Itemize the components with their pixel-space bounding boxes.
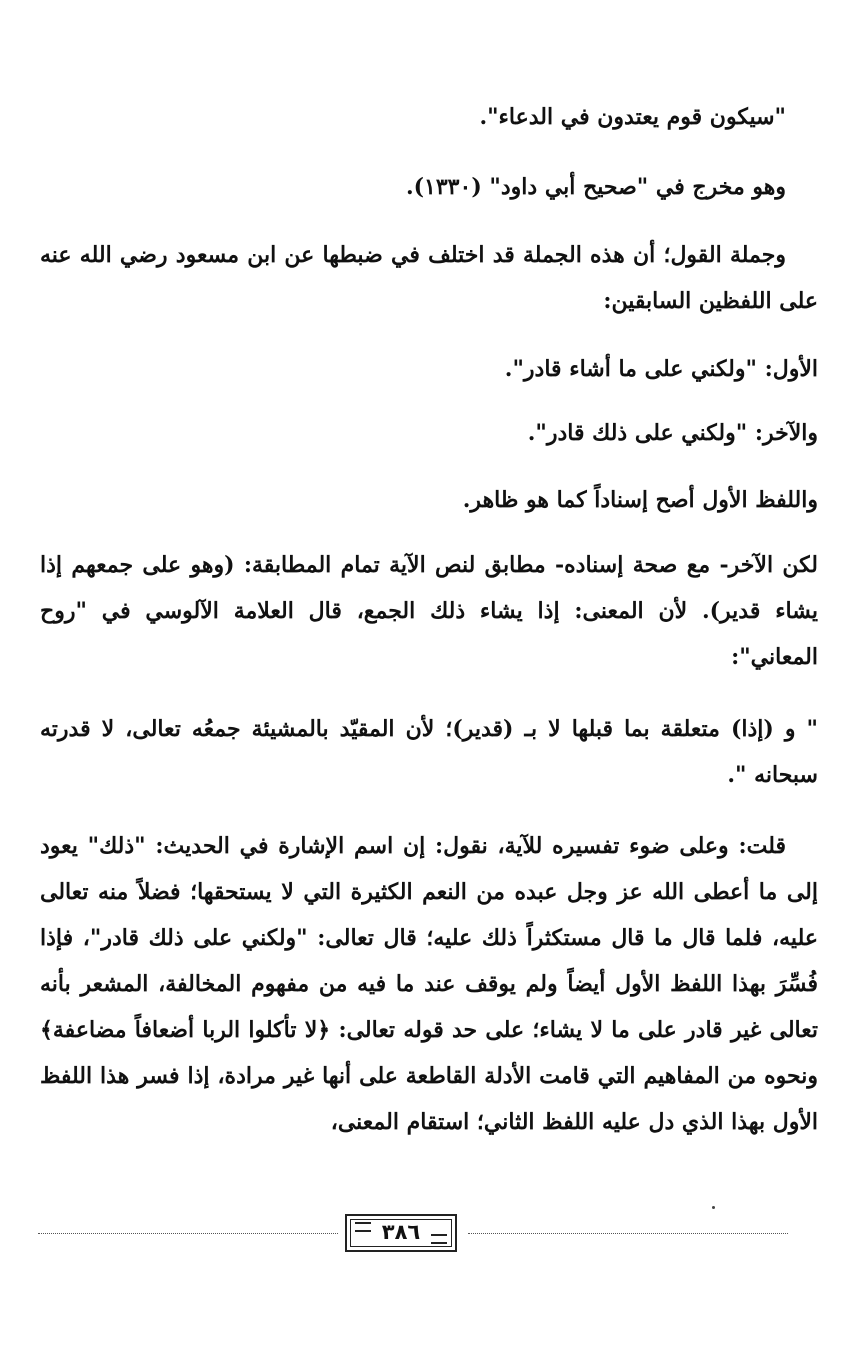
print-speck [712,1206,715,1209]
paragraph-commentary [40,823,818,1145]
footer-rule-left [38,1233,338,1234]
paragraph-3: وجملة القول؛ أن هذه الجملة قد اختلف في ضبطها عن ابن مسعود رضي الله عنه على اللفظين السابقين: [40,242,818,314]
paragraph-6: واللفظ الأول أصح إسناداً كما هو ظاهر. [462,487,818,513]
paragraph-7: لكن الآخر- مع صحة إسناده- مطابق لنص الآية تمام المطابقة: (وهو على جمعهم إذا يشاء قدير). لأن المعنى: إذا يشاء ذلك الجمع، قال العلامة الآلوسي في "روح المعاني": [40,552,818,670]
paragraph-5: والآخر: "ولكني على ذلك قادر". [527,420,818,446]
paragraph-second-wording [40,410,818,456]
page-number-frame [345,1214,457,1252]
paragraph-isnad-note [40,477,818,523]
paragraph-takhrij [40,164,818,210]
footer-rule-right [468,1233,788,1234]
paragraph-4: الأول: "ولكني على ما أشاء قادر". [504,356,818,382]
paragraph-alusi-quote [40,706,818,798]
paragraph-first-wording [40,346,818,392]
paragraph-2: وهو مخرج في "صحيح أبي داود" (١٣٣٠). [405,174,786,200]
page-number: ٣٨٦ [381,1220,421,1244]
paragraph-1: "سيكون قوم يعتدون في الدعاء". [479,104,786,130]
paragraph-8: " و (إذا) متعلقة بما قبلها لا بـ (قدير)؛ لأن المقيّد بالمشيئة جمعُه تعالى، لا قدرته سبحانه ". [40,716,818,788]
paragraph-hadith-quote [40,94,818,140]
paragraph-verse-match [40,542,818,680]
paragraph-9: قلت: وعلى ضوء تفسيره للآية، نقول: إن اسم الإشارة في الحديث: "ذلك" يعود إلى ما أعطى الله عز وجل عبده من النعم الكثيرة التي لا يستحقها؛ فضلاً منه تعالى عليه، فلما قال ما قال مستكثراً ذلك عليه؛ قال تعالى: "ولكني على ذلك قادر"، فإذا فُسِّرَ بهذا اللفظ الأول أيضاً ولم يوقف عند ما فيه من مفهوم المخالفة، المشعر بأنه تعالى غير قادر على ما لا يشاء؛ على حد قوله تعالى: ﴿لا تأكلوا الربا أضعافاً مضاعفة﴾ ونحوه من المفاهيم التي قامت الأدلة القاطعة على أنها غير مرادة، إذا فسر هذا اللفظ الأول بهذا الذي دل عليه اللفظ الثاني؛ استقام المعنى، [40,833,818,1135]
paragraph-summary [40,232,818,324]
